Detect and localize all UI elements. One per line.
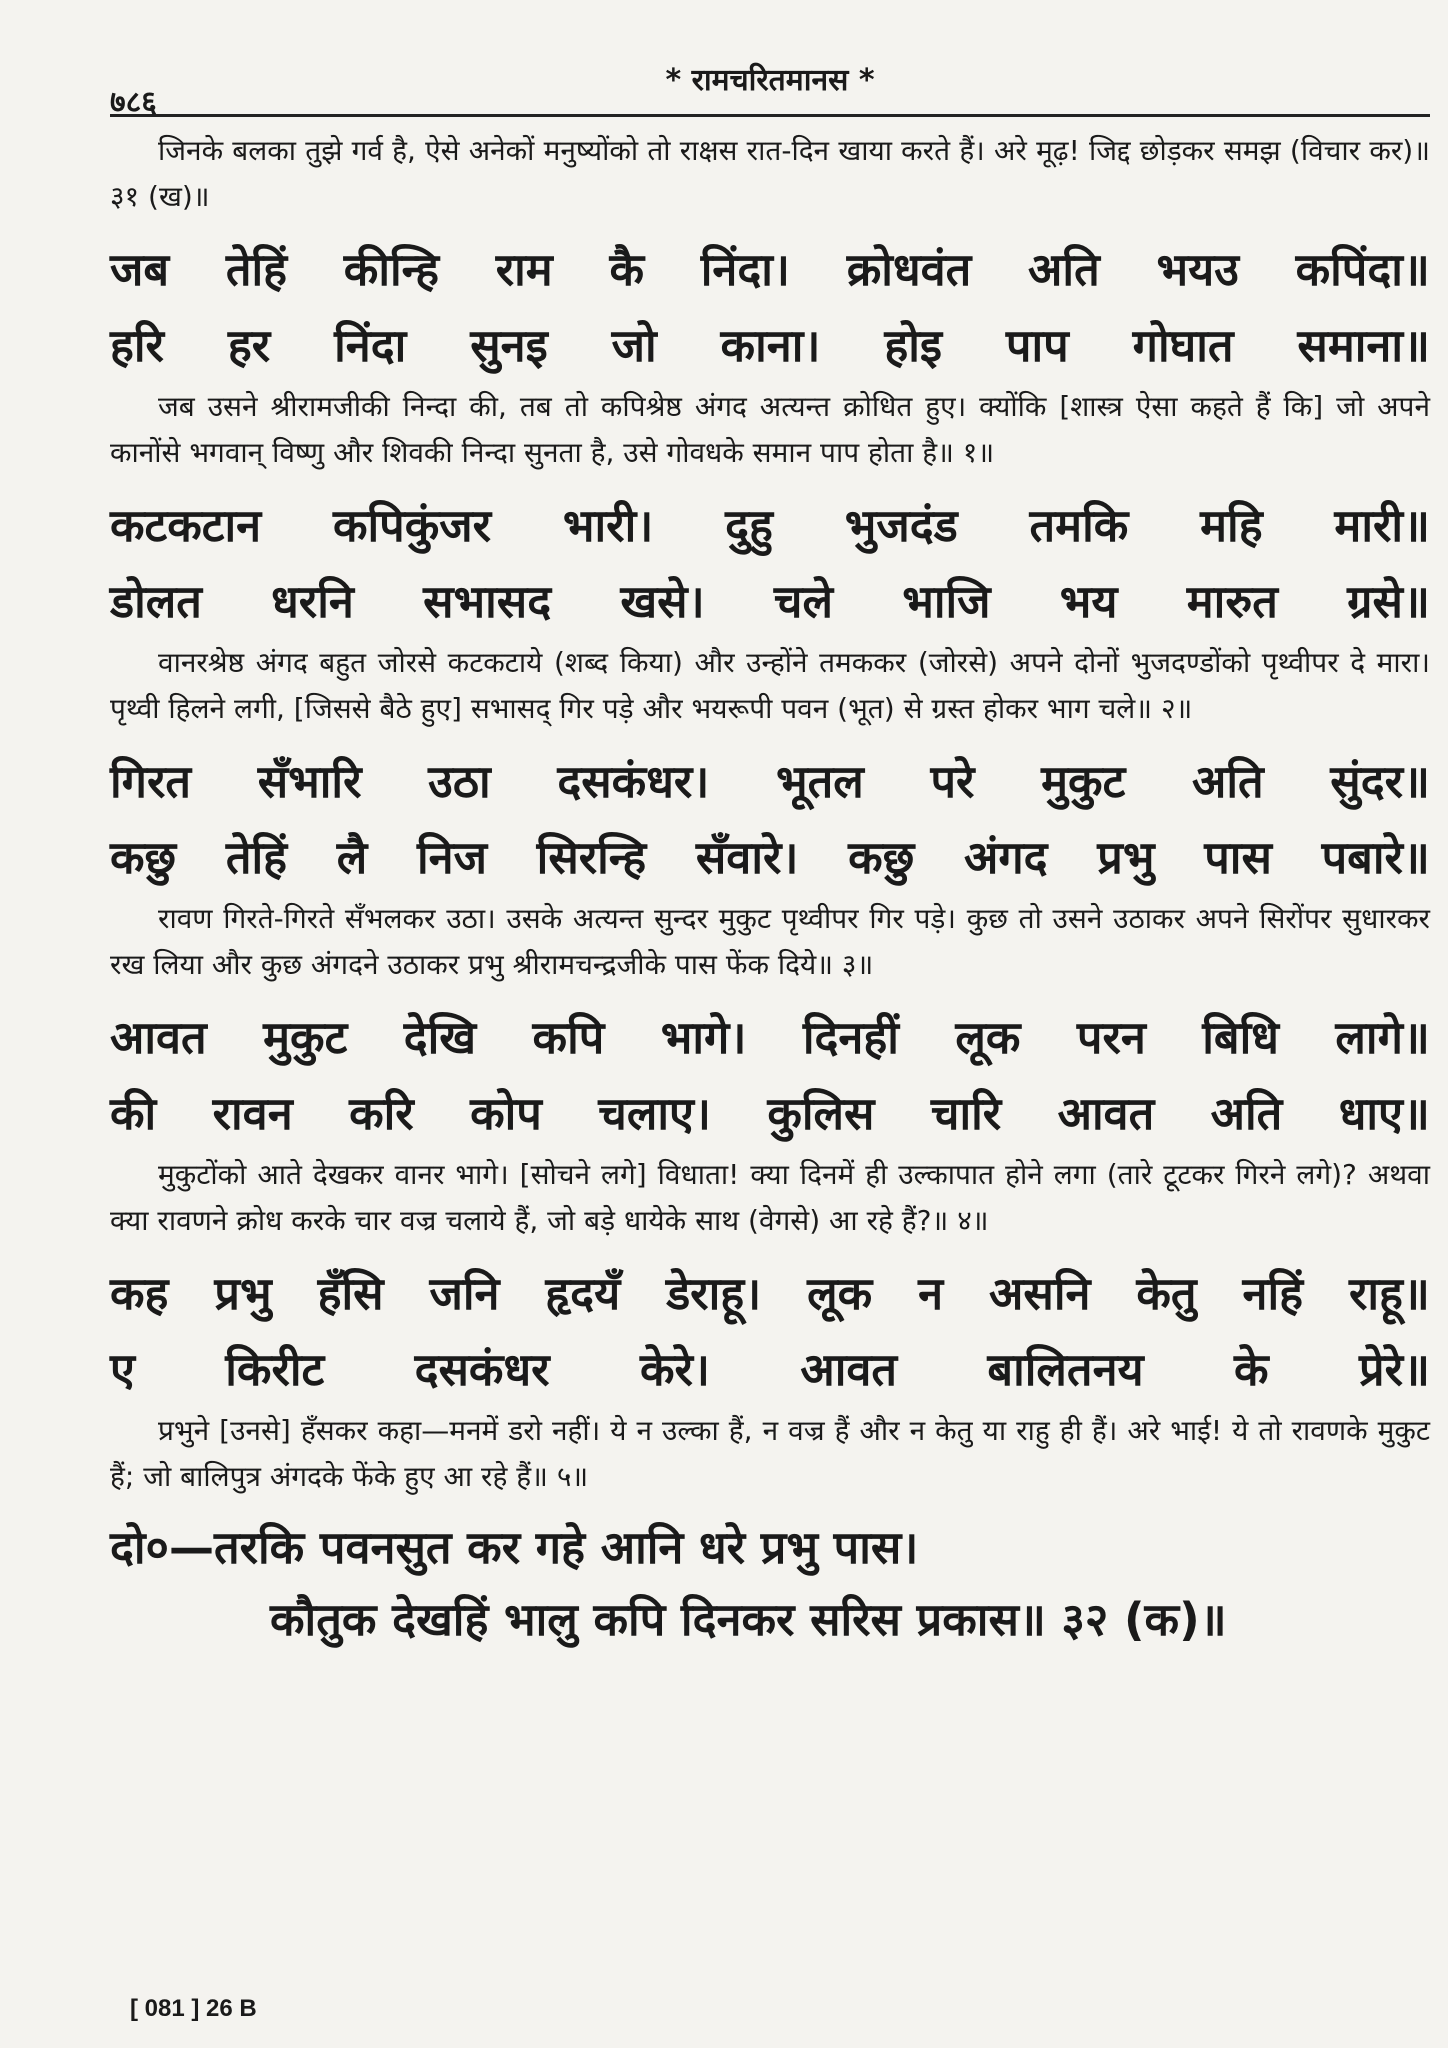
verse-word: केरे। (639, 1343, 710, 1396)
verse-word: हरि (110, 319, 164, 372)
chaupai-verse (110, 744, 1430, 896)
verse-line (110, 1256, 1430, 1332)
verse-word: हर (227, 319, 271, 372)
doha-line-1: दो०—तरकि पवनसुत कर गहे आनि धरे प्रभु पास। (110, 1521, 919, 1574)
prose-paragraph: मुकुटोंको आते देखकर वानर भागे। [सोचने लगे] विधाता! क्या दिनमें ही उल्कापात होने लगा (तारे टूटकर गिरने लगे)? अथवा क्या रावणने क्रोध करके चार वज्र चलाये हैं, जो बड़े धायेके साथ (वेगसे) आ रहे हैं?॥ ४॥ (110, 1158, 1430, 1237)
prose-paragraph: रावण गिरते-गिरते सँभलकर उठा। उसके अत्यन्त सुन्दर मुकुट पृथ्वीपर गिर पड़े। कुछ तो उसने उठाकर अपने सिरोंपर सुधारकर रख लिया और कुछ अंगदने उठाकर प्रभु श्रीरामचन्द्रजीके पास फेंक दिये॥ ३॥ (110, 902, 1430, 981)
verse-word: चलाए। (598, 1087, 711, 1140)
verse-word: कपि (532, 1011, 605, 1064)
verse-word: कटकटान (110, 499, 262, 552)
verse-word: सभासद (423, 575, 552, 628)
verse-word: परन (1076, 1011, 1146, 1064)
verse-word: कपिकुंजर (332, 499, 492, 552)
verse-word: अति (1191, 755, 1264, 808)
verse-word: सँवारे। (695, 831, 799, 884)
prose-paragraph: वानरश्रेष्ठ अंगद बहुत जोरसे कटकटाये (शब्द किया) और उन्होंने तमककर (जोरसे) अपने दोनों भुजदण्डोंको पृथ्वीपर दे मारा। पृथ्वी हिलने लगी, [जिससे बैठे हुए] सभासद् गिर पड़े और भयरूपी पवन (भूत) से ग्रस्त होकर भाग चले॥ २॥ (110, 646, 1430, 725)
footer-code: [ 081 ] 26 B (130, 1995, 257, 2022)
verse-word: लै (336, 831, 368, 884)
verse-word: खसे। (620, 575, 705, 628)
prose-paragraph: जब उसने श्रीरामजीकी निन्दा की, तब तो कपिश्रेष्ठ अंगद अत्यन्त क्रोधित हुए। क्योंकि [शास्त्र ऐसा कहते हैं कि] जो अपने कानोंसे भगवान् विष्णु और शिवकी निन्दा सुनता है, उसे गोवधके समान पाप होता है॥ १॥ (110, 390, 1430, 469)
verse-word: आवत (800, 1343, 898, 1396)
verse-word: समाना॥ (1297, 319, 1430, 372)
verse-word: देखि (403, 1011, 477, 1064)
verse-word: भाजि (902, 575, 991, 628)
verse-word: भयउ (1156, 243, 1239, 296)
verse-word: केतु (1136, 1267, 1197, 1320)
verse-word: धरनि (271, 575, 354, 628)
verse-word: करि (349, 1087, 414, 1140)
verse-word: निंदा (334, 319, 407, 372)
verse-word: भय (1059, 575, 1118, 628)
verse-word: सिरन्हि (536, 831, 647, 884)
verse-word: कोप (470, 1087, 542, 1140)
verse-word: कीन्हि (343, 243, 439, 296)
verse-word: क्रोधवंत (846, 243, 972, 296)
prose-paragraph: जिनके बलका तुझे गर्व है, ऐसे अनेकों मनुष्योंको तो राक्षस रात-दिन खाया करते हैं। अरे मूढ़! जिद्द छोड़कर समझ (विचार कर)॥ ३१ (ख)॥ (110, 134, 1430, 213)
verse-word: लागे॥ (1335, 1011, 1430, 1064)
verse-word: धाए॥ (1338, 1087, 1430, 1140)
verse-line (110, 1332, 1430, 1408)
chaupai-verse (110, 232, 1430, 384)
verse-word: काना। (720, 319, 821, 372)
verse-word: भारी। (562, 499, 654, 552)
verse-word: जो (611, 319, 657, 372)
verse-word: असनि (989, 1267, 1091, 1320)
page-content (110, 128, 1430, 1656)
verse-line (110, 232, 1430, 308)
verse-word: लूक (955, 1011, 1021, 1064)
verse-word: भूतल (776, 755, 864, 808)
verse-word: किरीट (225, 1343, 325, 1396)
verse-word: निज (416, 831, 487, 884)
verse-word: प्रभु (214, 1267, 272, 1320)
verse-word: कुलिस (767, 1087, 875, 1140)
verse-word: डेराहू। (666, 1267, 762, 1320)
chaupai-verse (110, 1256, 1430, 1408)
verse-word: सुंदर॥ (1330, 755, 1430, 808)
verse-word: परे (930, 755, 975, 808)
verse-word: कछु (848, 831, 915, 884)
verse-line (110, 1000, 1430, 1076)
chaupai-verse (110, 488, 1430, 640)
verse-word: प्रेरे॥ (1358, 1343, 1430, 1396)
verse-word: आवत (1057, 1087, 1155, 1140)
verse-word: हृदयँ (545, 1267, 621, 1320)
verse-line (110, 488, 1430, 564)
verse-word: सुनइ (470, 319, 548, 372)
verse-word: कह (110, 1267, 169, 1320)
verse-word: पास (1204, 831, 1272, 884)
verse-word: अति (1028, 243, 1100, 296)
verse-word: अति (1210, 1087, 1283, 1140)
verse-word: चारि (930, 1087, 1002, 1140)
verse-word: जब (110, 243, 170, 296)
verse-word: मुकुट (1041, 755, 1126, 808)
verse-word: प्रभु (1097, 831, 1155, 884)
verse-word: ग्रसे॥ (1347, 575, 1430, 628)
verse-word: कछु (110, 831, 177, 884)
verse-word: की (110, 1087, 157, 1140)
verse-word: उठा (428, 755, 491, 808)
verse-word: दुहु (725, 499, 773, 552)
chaupai-verse (110, 1000, 1430, 1152)
verse-word: गोघात (1132, 319, 1234, 372)
verse-word: कपिंदा॥ (1295, 243, 1430, 296)
verse-word: के (1234, 1343, 1269, 1396)
verse-line (110, 820, 1430, 896)
verse-line (110, 308, 1430, 384)
verse-line (110, 564, 1430, 640)
verse-word: होइ (884, 319, 943, 372)
page-header (110, 58, 1430, 118)
verse-word: डोलत (110, 575, 202, 628)
verse-word: गिरत (110, 755, 192, 808)
verse-word: तेहिं (225, 243, 288, 296)
verse-word: रावन (212, 1087, 293, 1140)
verse-word: कै (609, 243, 645, 296)
verse-word: नहिं (1242, 1267, 1304, 1320)
verse-word: लूक (807, 1267, 873, 1320)
verse-word: राम (495, 243, 553, 296)
verse-word: बालितनय (987, 1343, 1144, 1396)
prose-paragraph: प्रभुने [उनसे] हँसकर कहा—मनमें डरो नहीं। ये न उल्का हैं, न वज्र हैं और न केतु या राहु ही हैं। अरे भाई! ये तो रावणके मुकुट हैं; जो बालिपुत्र अंगदके फेंके हुए आ रहे हैं॥ ५॥ (110, 1414, 1430, 1493)
page-number: ७८६ (110, 85, 157, 120)
running-title: * रामचरितमानस * (665, 63, 875, 98)
verse-word: बिधि (1202, 1011, 1279, 1064)
verse-word: महि (1200, 499, 1263, 552)
verse-word: मारी॥ (1334, 499, 1430, 552)
header-rule (110, 114, 1430, 117)
verse-word: निंदा। (700, 243, 790, 296)
verse-word: न (918, 1267, 944, 1320)
verse-word: अंगद (963, 831, 1048, 884)
verse-word: भुजदंड (844, 499, 958, 552)
verse-word: दसकंधर (414, 1343, 550, 1396)
verse-word: दिनहीं (802, 1011, 899, 1064)
verse-word: दसकंधर। (557, 755, 710, 808)
verse-word: तेहिं (225, 831, 288, 884)
doha-line-2: कौतुक देखहिं भालु कपि दिनकर सरिस प्रकास॥ ३२ (क)॥ (270, 1593, 1227, 1646)
verse-word: सँभारि (257, 755, 362, 808)
verse-word: मारुत (1186, 575, 1278, 628)
verse-word: मुकुट (263, 1011, 348, 1064)
verse-word: तमकि (1029, 499, 1129, 552)
verse-word: आवत (110, 1011, 207, 1064)
verse-line (110, 744, 1430, 820)
verse-word: राहू॥ (1348, 1267, 1430, 1320)
verse-word: चले (773, 575, 833, 628)
verse-word: पबारे॥ (1321, 831, 1430, 884)
verse-word: हँसि (317, 1267, 384, 1320)
verse-word: ए (110, 1343, 135, 1396)
verse-word: जनि (429, 1267, 500, 1320)
verse-word: भागे। (660, 1011, 747, 1064)
verse-line (110, 1076, 1430, 1152)
verse-word: पाप (1005, 319, 1069, 372)
